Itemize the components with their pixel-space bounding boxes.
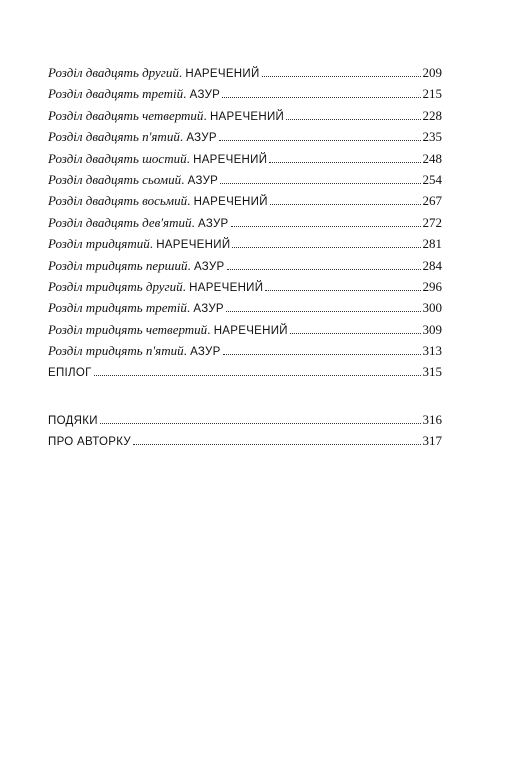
- toc-entry[interactable]: [48, 340, 442, 361]
- toc-entry-title: [48, 340, 221, 363]
- toc-entry[interactable]: [48, 212, 442, 233]
- page-number: 228: [422, 107, 442, 123]
- chapter-number: Розділ тридцять перший: [48, 257, 188, 273]
- dot-leader: [226, 302, 421, 312]
- narrator-name: АЗУР: [197, 217, 229, 230]
- page-number: 281: [422, 236, 442, 252]
- separator: .: [187, 193, 194, 209]
- separator: .: [149, 236, 157, 252]
- toc-entry-title: [48, 255, 225, 278]
- page-number: 296: [422, 278, 442, 294]
- toc-entry-title: [48, 105, 284, 128]
- toc-entry-epilogue[interactable]: [48, 361, 442, 382]
- page-number: 315: [422, 364, 442, 380]
- dot-leader: [222, 88, 420, 98]
- toc-entry-title: [48, 276, 263, 299]
- separator: .: [186, 300, 194, 316]
- dot-leader: [290, 324, 421, 334]
- toc-entry[interactable]: [48, 62, 442, 83]
- dot-leader: [227, 260, 421, 270]
- chapter-number: Розділ двадцять четвертий: [48, 107, 204, 123]
- toc-entry[interactable]: [48, 319, 442, 340]
- toc-entry[interactable]: [48, 83, 442, 104]
- narrator-name: НАРЕЧЕНИЙ: [185, 68, 260, 80]
- narrator-name: АЗУР: [190, 346, 221, 359]
- narrator-name: НАРЕЧЕНИЙ: [193, 196, 268, 209]
- toc-entry[interactable]: [48, 169, 442, 190]
- separator: .: [207, 321, 214, 337]
- toc-entry[interactable]: [48, 190, 442, 211]
- dot-leader: [232, 238, 420, 248]
- dot-leader: [265, 281, 420, 291]
- toc-entry[interactable]: [48, 105, 442, 126]
- page-number: 300: [422, 300, 442, 316]
- narrator-name: НАРЕЧЕНИЙ: [193, 153, 268, 166]
- separator: .: [187, 257, 194, 273]
- narrator-name: АЗУР: [186, 132, 217, 145]
- toc-entry-title: [48, 83, 220, 106]
- separator: .: [186, 150, 194, 166]
- toc-entry[interactable]: [48, 233, 442, 254]
- page-number: 316: [422, 411, 442, 427]
- narrator-name: АЗУР: [187, 174, 219, 187]
- chapter-number: Розділ тридцятий: [48, 236, 150, 252]
- page-number: 215: [422, 86, 442, 102]
- separator: .: [181, 171, 188, 187]
- narrator-name: НАРЕЧЕНИЙ: [189, 281, 264, 294]
- toc-entry[interactable]: [48, 255, 442, 276]
- separator: .: [183, 86, 190, 102]
- narrator-name: АЗУР: [193, 303, 224, 316]
- separator: .: [203, 107, 210, 123]
- separator: .: [179, 129, 187, 145]
- acknowledgements-label: ПОДЯКИ: [48, 414, 98, 427]
- chapter-number: Розділ двадцять другий: [48, 65, 179, 80]
- page-number: 317: [422, 433, 442, 449]
- page-number: 313: [422, 343, 442, 359]
- toc-entry-title: [48, 233, 230, 256]
- chapter-number: Розділ двадцять п'ятий: [48, 129, 180, 145]
- page-number: 254: [422, 171, 442, 187]
- separator: .: [178, 65, 186, 80]
- dot-leader: [262, 67, 421, 77]
- toc-entry-title: [48, 169, 218, 192]
- toc-entry-title: [48, 190, 268, 213]
- dot-leader: [223, 345, 421, 355]
- toc-entry[interactable]: [48, 297, 442, 318]
- toc-entry-acknowledgements[interactable]: [48, 409, 442, 430]
- separator: .: [183, 343, 191, 359]
- toc-entry[interactable]: [48, 148, 442, 169]
- dot-leader: [220, 174, 420, 184]
- page-number: 272: [422, 214, 442, 230]
- dot-leader: [94, 366, 421, 376]
- narrator-name: АЗУР: [189, 89, 221, 102]
- narrator-name: АЗУР: [193, 260, 225, 273]
- toc-entry[interactable]: [48, 126, 442, 147]
- toc-entry-title: [48, 126, 217, 149]
- page-number: 309: [422, 321, 442, 337]
- dot-leader: [133, 435, 421, 445]
- narrator-name: НАРЕЧЕНИЙ: [209, 110, 285, 123]
- dot-leader: [286, 110, 420, 120]
- toc-entry-about-author[interactable]: [48, 430, 442, 451]
- toc-entry-title: [48, 319, 288, 342]
- separator: .: [182, 278, 190, 294]
- chapter-number: Розділ двадцять восьмий: [48, 193, 188, 209]
- chapter-number: Розділ тридцять четвертий: [48, 321, 208, 337]
- toc-entry-title: [48, 212, 229, 235]
- chapter-number: Розділ двадцять дев'ятий: [48, 214, 192, 230]
- dot-leader: [270, 195, 421, 205]
- separator: .: [191, 214, 198, 230]
- chapter-number: Розділ двадцять шостий: [48, 150, 187, 166]
- dot-leader: [269, 153, 420, 163]
- chapter-number: Розділ тридцять другий: [48, 278, 183, 294]
- narrator-name: НАРЕЧЕНИЙ: [213, 324, 288, 337]
- dot-leader: [100, 414, 421, 424]
- chapter-number: Розділ двадцять сьомий: [48, 171, 182, 187]
- epilogue-label: ЕПІЛОГ: [48, 367, 92, 380]
- section-gap: [48, 383, 442, 409]
- chapter-number: Розділ двадцять третій: [48, 86, 184, 102]
- narrator-name: НАРЕЧЕНИЙ: [156, 239, 231, 252]
- toc-entry[interactable]: [48, 276, 442, 297]
- dot-leader: [219, 131, 421, 141]
- dot-leader: [231, 217, 421, 227]
- toc-entry-title: [48, 148, 267, 171]
- table-of-contents: [48, 62, 442, 452]
- page-number: 235: [422, 129, 442, 145]
- toc-entry-title: [48, 297, 224, 320]
- toc-entry-title: [48, 62, 260, 85]
- page-number: 284: [422, 257, 442, 273]
- page-number: 209: [422, 65, 442, 80]
- page-number: 248: [422, 150, 442, 166]
- page-number: 267: [422, 193, 442, 209]
- about-author-label: ПРО АВТОРКУ: [48, 436, 131, 449]
- chapter-number: Розділ тридцять третій: [48, 300, 187, 316]
- chapter-number: Розділ тридцять п'ятий: [48, 343, 184, 359]
